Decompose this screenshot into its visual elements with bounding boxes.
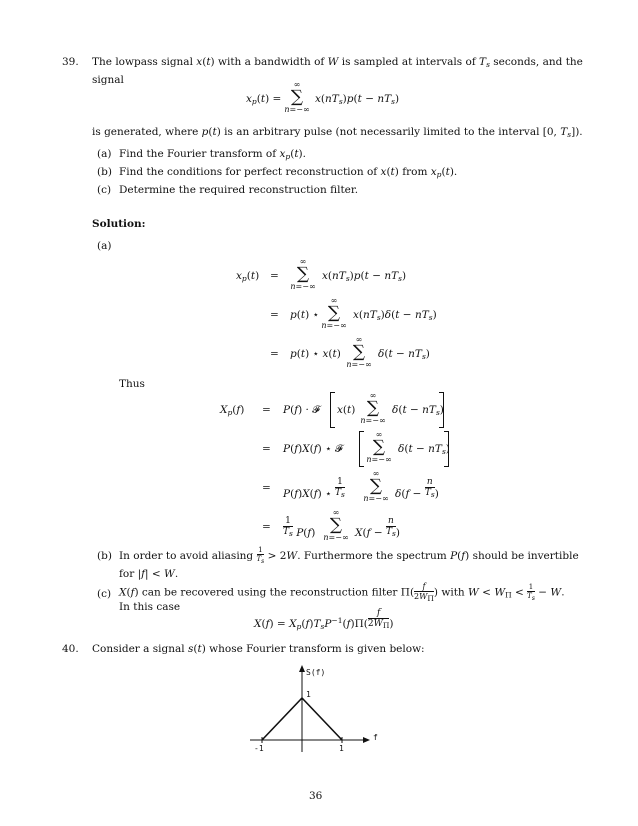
solution-part-b-line-1: In order to avoid aliasing $\frac{1}{Ts}$ > 2W. Furthermore the spectrum P(f) should be invertible bbox=[119, 546, 579, 565]
sum-symbol: ∞ ∑ n=−∞ bbox=[321, 296, 347, 330]
sum-symbol: ∞ ∑ n=−∞ bbox=[360, 391, 386, 425]
solution-part-c-line-1: X(f) can be recovered using the reconstruction filter Π( $\frac{f}{2W\Pi}$ ) with $W < W_\Pi$ < $\frac{1}{Ts}$ − W. bbox=[119, 582, 565, 603]
problem-39-generated: is generated, where p(t) is an arbitrary pulse (not necessarily limited to the interval [0, $T_s$]). bbox=[92, 126, 583, 139]
equals-sign: = bbox=[262, 443, 271, 455]
derivation-line-3-a: p(t) ⋆ x(t) bbox=[290, 348, 341, 360]
derivation-line-2-b: $x(nT_s)\delta(t - nT_s)$ bbox=[353, 309, 437, 322]
sum-symbol: ∞ ∑ n=−∞ bbox=[366, 430, 392, 464]
equals-sign: = bbox=[262, 482, 271, 494]
solution-part-c-line-2: In this case bbox=[119, 601, 181, 613]
triangle-spectrum bbox=[262, 698, 342, 740]
final-equation: $X(f) = X_p(f)T_sP^{-1}(f)\Pi$( $\frac{f}{2W_\Pi}$ ) bbox=[254, 608, 394, 631]
equation-xp-definition: $x_p(t)$ = bbox=[246, 93, 282, 106]
problem-40-text: Consider a signal s(t) whose Fourier transform is given below: bbox=[92, 643, 425, 655]
equals-sign: = bbox=[270, 270, 279, 282]
xpf-line-3-b: δ(f − $\frac{n}{T_s}$ ) bbox=[395, 477, 439, 500]
xpf-line-1-lhs: $X_p(f)$ bbox=[220, 404, 245, 417]
part-a-text: Find the Fourier transform of $x_p(t)$. bbox=[119, 148, 306, 161]
part-c-text: Determine the required reconstruction filter. bbox=[119, 184, 359, 196]
sum-symbol: ∞ ∑ n=−∞ bbox=[323, 508, 349, 542]
problem-39-intro: The lowpass signal x(t) with a bandwidth of W is sampled at intervals of $T_s$ seconds, and the bbox=[92, 56, 583, 69]
y-axis-label: S(f) bbox=[306, 668, 326, 677]
problem-39-intro-2: signal bbox=[92, 74, 124, 86]
part-c-label: (c) bbox=[97, 184, 112, 196]
solution-part-a-label: (a) bbox=[97, 240, 112, 252]
x-axis-label: f bbox=[373, 733, 378, 742]
equals-sign: = bbox=[270, 348, 279, 360]
sum-symbol: ∞ ∑ n=−∞ bbox=[290, 257, 316, 291]
xpf-line-1-a: P(f) · 𝓕 bbox=[283, 404, 320, 416]
part-b-text: Find the conditions for perfect reconstruction of x(t) from $x_p(t)$. bbox=[119, 166, 458, 179]
xpf-line-3-a: P(f)X(f) ⋆ $\frac{1}{T_s}$ bbox=[283, 477, 345, 500]
x-axis-arrow bbox=[363, 737, 370, 743]
page-number: 36 bbox=[309, 790, 323, 802]
thus-text: Thus bbox=[119, 378, 145, 390]
solution-part-b-line-2: for |f| < W. bbox=[119, 568, 179, 580]
derivation-line-2-a: p(t) ⋆ bbox=[290, 309, 320, 321]
y-axis-arrow bbox=[299, 665, 305, 672]
xpf-line-4-b: X(f − $\frac{n}{T_s}$ ) bbox=[355, 516, 400, 539]
derivation-line-3-b: $\delta(t - nT_s)$ bbox=[378, 348, 430, 361]
xpf-line-4-a: $\frac{1}{T_s}$ P(f) bbox=[283, 516, 316, 539]
tick-label-right: 1 bbox=[339, 744, 344, 753]
equals-sign: = bbox=[270, 309, 279, 321]
problem-number: 40. bbox=[62, 643, 79, 655]
solution-part-c-label: (c) bbox=[97, 588, 112, 600]
solution-part-b-label: (b) bbox=[97, 550, 112, 562]
equals-sign: = bbox=[262, 404, 271, 416]
equation-xp-rhs: $x(nT_s)p(t - nT_s)$ bbox=[315, 93, 400, 106]
problem-number: 39. bbox=[62, 56, 79, 68]
xpf-line-1-c: $\delta(t - nT_s)$ bbox=[392, 404, 444, 417]
sum-symbol: ∞ ∑ n=−∞ bbox=[284, 80, 310, 114]
equals-sign: = bbox=[262, 521, 271, 533]
xpf-line-1-b: x(t) bbox=[337, 404, 356, 416]
tick-label-left: -1 bbox=[254, 744, 264, 753]
sum-symbol: ∞ ∑ n=−∞ bbox=[346, 335, 372, 369]
xpf-line-2-a: P(f)X(f) ⋆ 𝓕 bbox=[283, 443, 343, 455]
xpf-line-2-b: $\delta(t - nT_s)$ bbox=[398, 443, 450, 456]
part-b-label: (b) bbox=[97, 166, 112, 178]
bracket-right bbox=[439, 392, 444, 428]
derivation-line-1-lhs: $x_p(t)$ bbox=[236, 270, 260, 283]
bracket-left bbox=[330, 392, 335, 428]
bracket-right bbox=[444, 431, 449, 467]
part-a-label: (a) bbox=[97, 148, 112, 160]
peak-label: 1 bbox=[306, 690, 311, 699]
sum-symbol: ∞ ∑ n=−∞ bbox=[363, 469, 389, 503]
solution-heading: Solution: bbox=[92, 218, 146, 230]
derivation-line-1-rhs: $x(nT_s)p(t - nT_s)$ bbox=[322, 270, 407, 283]
